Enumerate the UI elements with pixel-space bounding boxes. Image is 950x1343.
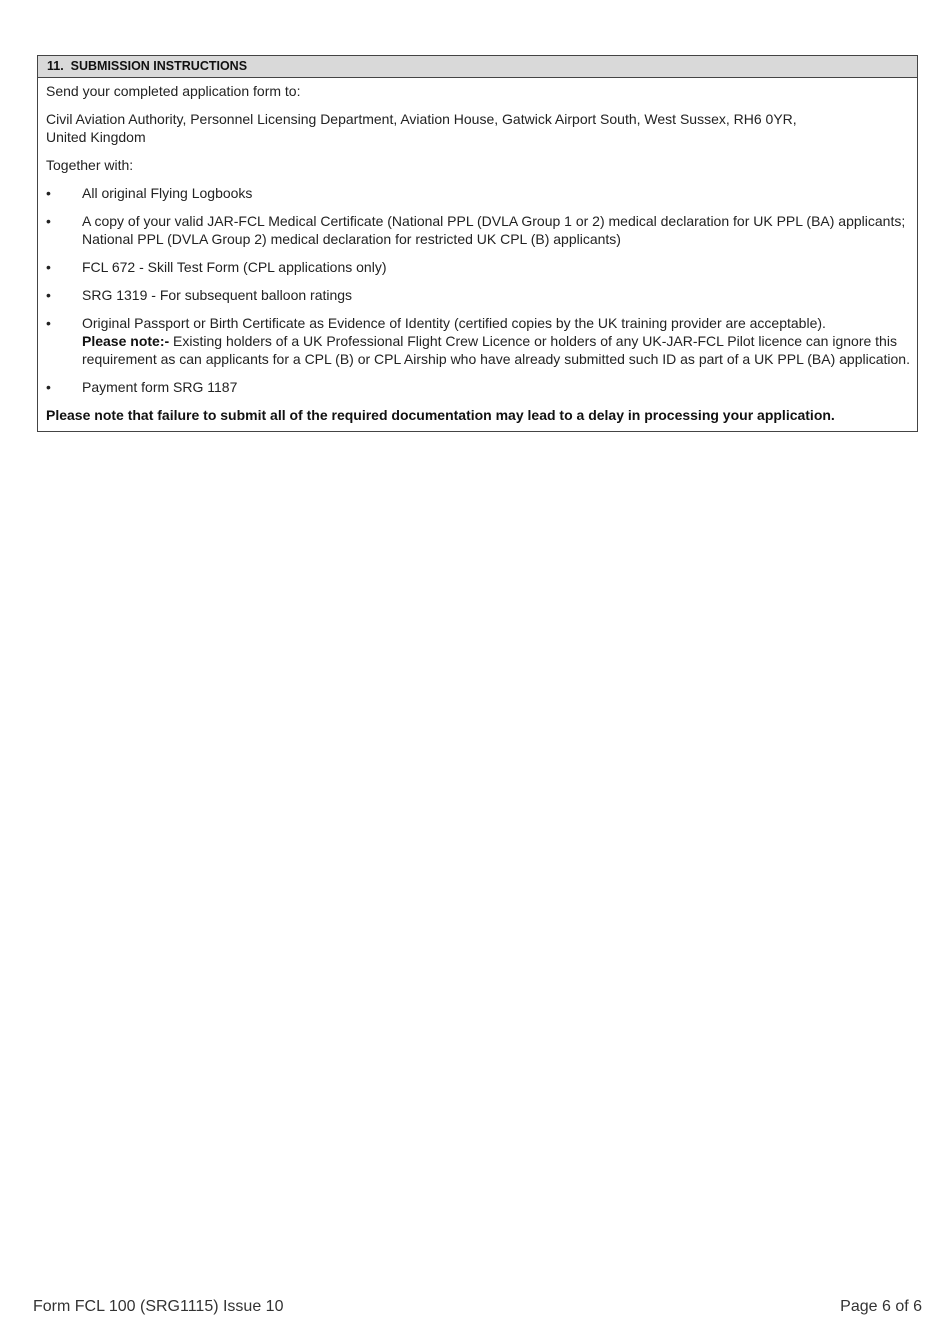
- submission-instructions-section: [37, 55, 918, 432]
- section-header: [38, 56, 917, 78]
- bullet-icon: •: [46, 315, 51, 331]
- list-item-text: FCL 672 - Skill Test Form (CPL applications only): [82, 259, 387, 275]
- list-item: [46, 286, 914, 304]
- bullet-icon: •: [46, 379, 51, 395]
- section-number: 11.: [47, 59, 64, 73]
- closing-note: Please note that failure to submit all of the required documentation may lead to a delay in processing your application.: [46, 407, 835, 423]
- please-note-line: [82, 332, 914, 350]
- required-documents-list: [46, 184, 914, 396]
- please-note-text-line-2: requirement as can applicants for a CPL (B) or CPL Airship who have already submitted such ID as part of a UK PPL (BA) application.: [82, 351, 910, 367]
- section-title: SUBMISSION INSTRUCTIONS: [70, 59, 248, 73]
- bullet-icon: •: [46, 287, 51, 303]
- list-item-text: Payment form SRG 1187: [82, 379, 238, 395]
- together-with-text: Together with:: [46, 157, 134, 173]
- list-item: [46, 314, 914, 368]
- bullet-icon: •: [46, 185, 51, 201]
- list-item: [46, 212, 914, 248]
- bullet-icon: •: [46, 259, 51, 275]
- list-item: [46, 378, 914, 396]
- footer-page-number: Page 6 of 6: [840, 1298, 922, 1315]
- bullet-icon: •: [46, 213, 51, 229]
- address-line-2: United Kingdom: [46, 129, 146, 145]
- please-note-text-line-1: Existing holders of a UK Professional Flight Crew Licence or holders of any UK-JAR-FCL Pilot licence can ignore this: [169, 333, 897, 349]
- section-body: [38, 78, 917, 431]
- please-note-label: Please note:-: [82, 333, 170, 349]
- list-item-text-line-1: A copy of your valid JAR-FCL Medical Certificate (National PPL (DVLA Group 1 or 2) medical declaration for UK PPL (BA) applicants;: [82, 213, 906, 229]
- address-line-1: Civil Aviation Authority, Personnel Licensing Department, Aviation House, Gatwick Airport South, West Sussex, RH6 0YR,: [46, 111, 797, 127]
- address-block: [46, 110, 914, 146]
- list-item: [46, 258, 914, 276]
- list-item: [46, 184, 914, 202]
- intro-text: Send your completed application form to:: [46, 83, 301, 99]
- footer-form-id: Form FCL 100 (SRG1115) Issue 10: [33, 1298, 284, 1315]
- list-item-text-line-1: Original Passport or Birth Certificate as Evidence of Identity (certified copies by the UK training provider are acceptable).: [82, 315, 826, 331]
- list-item-text: SRG 1319 - For subsequent balloon ratings: [82, 287, 353, 303]
- list-item-text: All original Flying Logbooks: [82, 185, 253, 201]
- list-item-text-line-2: National PPL (DVLA Group 2) medical declaration for restricted UK CPL (B) applicants): [82, 231, 621, 247]
